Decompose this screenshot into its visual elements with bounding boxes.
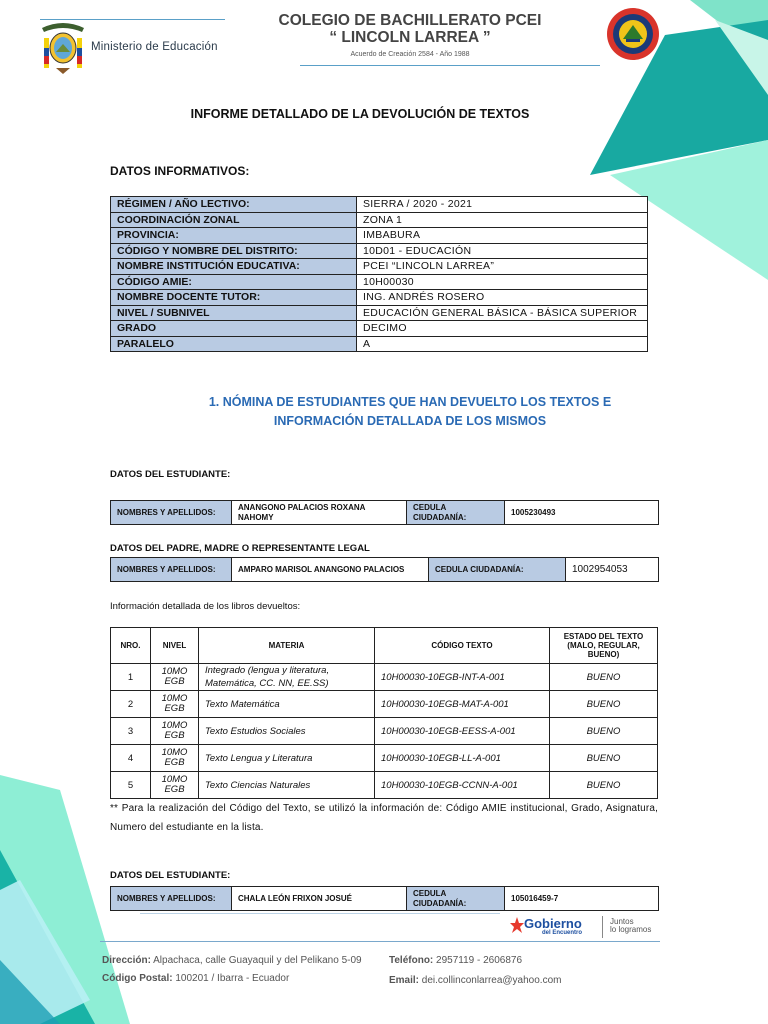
book-nivel-line2: EGB — [164, 676, 185, 687]
school-name-line2: “ LINCOLN LARREA ” — [329, 29, 491, 46]
ecuador-coat-of-arms-icon — [38, 18, 88, 76]
informative-data-label: DATOS INFORMATIVOS: — [110, 164, 250, 178]
book-row — [111, 718, 658, 745]
info-value: ING. ANDRÉS ROSERO — [357, 290, 648, 306]
book-nivel-line2: EGB — [164, 784, 185, 795]
info-value: PCEI “LINCOLN LARREA” — [357, 259, 648, 275]
info-key: PARALELO — [111, 336, 357, 352]
book-estado: BUENO — [550, 691, 658, 718]
code-note: ** Para la realización del Código del Texto, se utilizó la información de: Código AMIE institucional, Grado, Asignatura, Numero del estudiante en la lista. — [110, 803, 658, 833]
books-table — [110, 627, 658, 799]
book-materia — [199, 691, 375, 718]
info-key: CÓDIGO Y NOMBRE DEL DISTRITO: — [111, 243, 357, 259]
info-value: DECIMO — [357, 321, 648, 337]
book-materia — [199, 772, 375, 799]
col-header-estado-line1: ESTADO DEL TEXTO — [563, 632, 644, 641]
col-header-nivel: NIVEL — [151, 628, 199, 664]
footer-phone-value: 2957119 - 2606876 — [436, 955, 523, 966]
book-codigo: 10H00030-10EGB-CCNN-A-001 — [375, 772, 550, 799]
section1-heading-line1: 1. NÓMINA DE ESTUDIANTES QUE HAN DEVUELTO LOS TEXTOS E — [208, 395, 612, 409]
student2-id-key-line2: CIUDADANÍA: — [413, 898, 467, 908]
book-nivel-line1: 10MO — [161, 693, 188, 704]
student2-table — [110, 886, 659, 911]
student-name-value — [232, 501, 407, 525]
book-row — [111, 772, 658, 799]
info-row — [111, 197, 648, 213]
footer-email-label: Email: — [389, 975, 420, 986]
book-nivel-line1: 10MO — [161, 720, 188, 731]
book-nivel — [151, 745, 199, 772]
ministry-name: Ministerio de Educación — [91, 41, 218, 53]
info-row — [111, 212, 648, 228]
student-label: DATOS DEL ESTUDIANTE: — [110, 469, 231, 480]
gov-brand-name: Gobierno — [524, 916, 582, 931]
document-title: INFORME DETALLADO DE LA DEVOLUCIÓN DE TEXTOS — [190, 107, 530, 121]
book-nivel-line1: 10MO — [161, 747, 188, 758]
school-seal-icon — [606, 7, 660, 61]
book-estado: BUENO — [550, 772, 658, 799]
book-nivel-line1: 10MO — [161, 666, 188, 677]
gov-slogan-line2: lo logramos — [610, 925, 652, 934]
info-key: NOMBRE DOCENTE TUTOR: — [111, 290, 357, 306]
book-materia — [199, 745, 375, 772]
student2-id-key-line1: CEDULA — [413, 888, 447, 898]
book-materia-line1: Integrado (lengua y literatura, — [205, 665, 330, 676]
student-name-value-line1: ANANGONO PALACIOS ROXANA — [238, 502, 366, 512]
book-nro: 1 — [111, 664, 151, 691]
info-value: SIERRA / 2020 - 2021 — [357, 197, 648, 213]
book-nivel — [151, 718, 199, 745]
info-value: 10D01 - EDUCACIÓN — [357, 243, 648, 259]
info-value: 10H00030 — [357, 274, 648, 290]
info-row — [111, 259, 648, 275]
footer-postal-value: 100201 / Ibarra - Ecuador — [175, 973, 290, 984]
book-materia — [199, 664, 375, 691]
col-header-codigo: CÓDIGO TEXTO — [375, 628, 550, 664]
student-name-key: NOMBRES Y APELLIDOS: — [111, 501, 232, 525]
footer-email-value: dei.collinconlarrea@yahoo.com — [421, 975, 562, 986]
book-nivel — [151, 664, 199, 691]
student2-id-key — [407, 887, 505, 911]
book-materia-line1: Texto Estudios Sociales — [205, 725, 306, 737]
col-header-materia: MATERIA — [199, 628, 375, 664]
book-codigo: 10H00030-10EGB-INT-A-001 — [375, 664, 550, 691]
col-header-estado-line2: (MALO, REGULAR, — [567, 641, 640, 650]
info-key: NIVEL / SUBNIVEL — [111, 305, 357, 321]
info-key: CÓDIGO AMIE: — [111, 274, 357, 290]
parent-id-key: CEDULA CIUDADANÍA: — [429, 558, 566, 582]
gov-slogan-line1: Juntos — [610, 917, 634, 926]
info-row — [111, 228, 648, 244]
info-key: GRADO — [111, 321, 357, 337]
book-nro: 3 — [111, 718, 151, 745]
student2-name-key: NOMBRES Y APELLIDOS: — [111, 887, 232, 911]
header-divider — [300, 65, 600, 66]
student-id-key-line1: CEDULA — [413, 502, 447, 512]
parent-table — [110, 557, 659, 582]
book-materia — [199, 718, 375, 745]
col-header-estado — [550, 628, 658, 664]
info-key: PROVINCIA: — [111, 228, 357, 244]
footer-postal-label: Código Postal: — [102, 973, 173, 984]
footer-phone-label: Teléfono: — [389, 955, 434, 966]
book-estado: BUENO — [550, 745, 658, 772]
info-row — [111, 290, 648, 306]
book-nivel-line1: 10MO — [161, 774, 188, 785]
book-materia-line1: Texto Ciencias Naturales — [205, 779, 311, 791]
student-id-key — [407, 501, 505, 525]
book-nro: 2 — [111, 691, 151, 718]
book-row — [111, 664, 658, 691]
info-row — [111, 321, 648, 337]
info-value: A — [357, 336, 648, 352]
footer-postal — [102, 973, 289, 984]
school-agreement: Acuerdo de Creación 2584 - Año 1988 — [350, 51, 470, 58]
book-estado: BUENO — [550, 664, 658, 691]
info-key: RÉGIMEN / AÑO LECTIVO: — [111, 197, 357, 213]
parent-id-value: 1002954053 — [566, 558, 659, 582]
informative-data-table — [110, 196, 648, 352]
book-nivel-line2: EGB — [164, 730, 185, 741]
info-value: EDUCACIÓN GENERAL BÁSICA - BÁSICA SUPERIOR — [357, 305, 648, 321]
student2-name-value: CHALA LEÓN FRIXON JOSUÉ — [232, 887, 407, 911]
student-table — [110, 500, 659, 525]
government-logo — [510, 914, 675, 940]
gov-logo-divider — [602, 916, 603, 938]
book-nivel-line2: EGB — [164, 757, 185, 768]
info-row — [111, 305, 648, 321]
footer-phone — [389, 955, 522, 966]
info-key: COORDINACIÓN ZONAL — [111, 212, 357, 228]
book-codigo: 10H00030-10EGB-LL-A-001 — [375, 745, 550, 772]
student2-label: DATOS DEL ESTUDIANTE: — [110, 870, 231, 881]
info-row — [111, 243, 648, 259]
book-materia-line1: Texto Lengua y Literatura — [205, 752, 313, 764]
student2-id-value: 105016459-7 — [505, 887, 659, 911]
government-star-icon — [510, 916, 524, 934]
parent-name-key: NOMBRES Y APELLIDOS: — [111, 558, 232, 582]
parent-label: DATOS DEL PADRE, MADRE O REPRESENTANTE LEGAL — [110, 543, 370, 554]
footer-divider — [100, 941, 660, 942]
book-nro: 5 — [111, 772, 151, 799]
parent-name-value: AMPARO MARISOL ANANGONO PALACIOS — [232, 558, 429, 582]
col-header-estado-line3: BUENO) — [587, 650, 620, 659]
book-materia-line1: Texto Matemática — [205, 698, 280, 710]
student-name-value-line2: NAHOMY — [238, 512, 274, 522]
book-row — [111, 691, 658, 718]
school-name-line1: COLEGIO DE BACHILLERATO PCEI — [278, 12, 542, 29]
book-nivel — [151, 772, 199, 799]
header — [0, 0, 768, 80]
book-estado: BUENO — [550, 718, 658, 745]
student-id-key-line2: CIUDADANÍA: — [413, 512, 467, 522]
footer-address-value: Alpachaca, calle Guayaquil y del Pelikano 5-09 — [153, 955, 362, 966]
info-key: NOMBRE INSTITUCIÓN EDUCATIVA: — [111, 259, 357, 275]
book-nivel-line2: EGB — [164, 703, 185, 714]
footer-email — [389, 975, 561, 986]
footer-address — [102, 955, 362, 966]
footer-rule-light — [140, 913, 500, 914]
book-nivel — [151, 691, 199, 718]
book-materia-line2: Matemática, CC. NN, EE.SS) — [205, 678, 329, 689]
footer-address-label: Dirección: — [102, 955, 151, 966]
book-row — [111, 745, 658, 772]
info-row — [111, 336, 648, 352]
book-nro: 4 — [111, 745, 151, 772]
gov-brand-sub: del Encuentro — [542, 930, 583, 936]
book-codigo: 10H00030-10EGB-EESS-A-001 — [375, 718, 550, 745]
gov-slogan — [610, 918, 651, 934]
section1-heading — [160, 393, 660, 431]
info-value: IMBABURA — [357, 228, 648, 244]
col-header-nro: NRO. — [111, 628, 151, 664]
info-value: ZONA 1 — [357, 212, 648, 228]
book-codigo: 10H00030-10EGB-MAT-A-001 — [375, 691, 550, 718]
section1-heading-line2: INFORMACIÓN DETALLADA DE LOS MISMOS — [273, 414, 547, 428]
books-label: Información detallada de los libros devueltos: — [110, 601, 301, 612]
student-id-value: 1005230493 — [505, 501, 659, 525]
info-row — [111, 274, 648, 290]
